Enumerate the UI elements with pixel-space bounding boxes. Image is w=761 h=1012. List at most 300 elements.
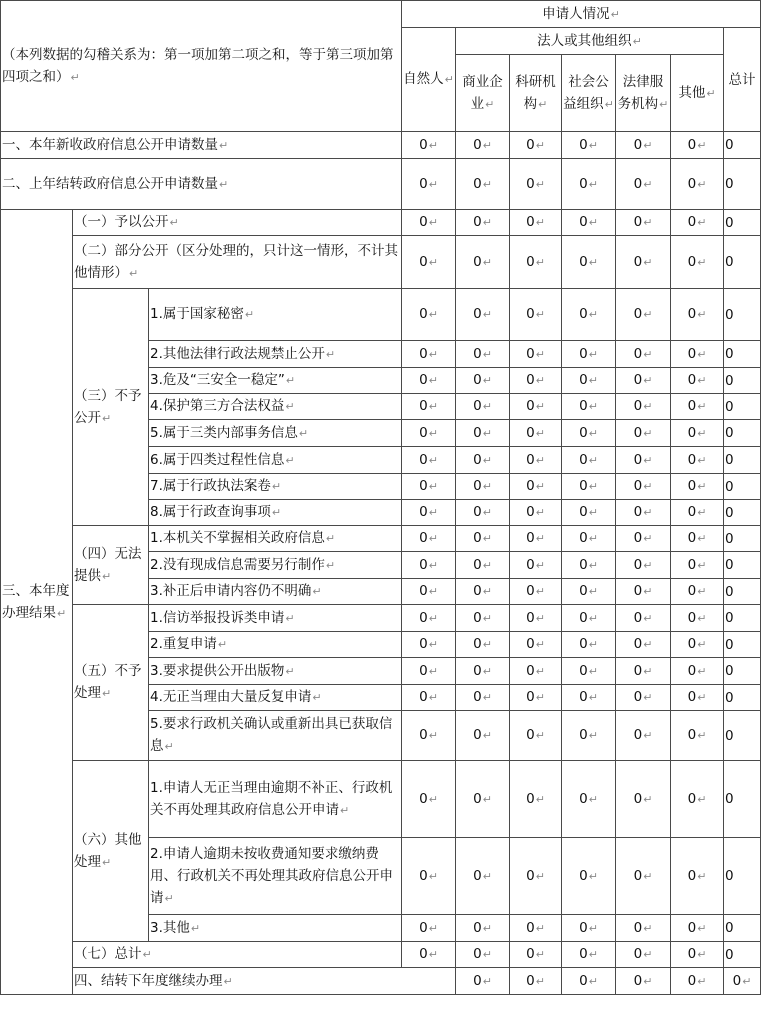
value-cell <box>510 526 562 552</box>
paragraph-mark-icon: ↵ <box>535 638 545 651</box>
value-cell-text: 0 <box>419 556 428 573</box>
paragraph-mark-icon: ↵ <box>697 506 707 519</box>
total-cell-text: 0 <box>725 920 734 936</box>
value-cell-text: 0 <box>526 689 535 705</box>
paragraph-mark-icon: ↵ <box>102 569 112 583</box>
value-cell-text: 0 <box>473 345 482 362</box>
value-cell <box>456 132 510 159</box>
paragraph-mark-icon: ↵ <box>697 948 707 961</box>
value-cell <box>616 685 671 711</box>
value-cell <box>510 447 562 474</box>
value-cell-text: 0 <box>419 253 428 270</box>
paragraph-mark-icon: ↵ <box>697 638 707 651</box>
paragraph-mark-icon: ↵ <box>428 216 438 229</box>
value-cell <box>671 210 724 236</box>
value-cell-text: 0 <box>579 727 588 743</box>
value-cell-text: 0 <box>687 790 697 807</box>
value-cell-text: 0 <box>687 136 697 153</box>
value-cell <box>510 341 562 368</box>
value-cell <box>562 579 616 605</box>
value-cell <box>616 420 671 447</box>
value-cell <box>456 761 510 838</box>
value-cell <box>402 289 456 341</box>
paragraph-mark-icon: ↵ <box>697 664 707 678</box>
paragraph-mark-icon: ↵ <box>535 611 545 625</box>
paragraph-mark-icon: ↵ <box>325 347 336 361</box>
item-label <box>149 394 402 420</box>
value-cell <box>402 658 456 685</box>
value-cell-text: 0 <box>687 478 697 494</box>
table-row <box>1 1 761 28</box>
org-header <box>562 55 616 132</box>
value-cell-text: 0 <box>579 372 588 388</box>
value-cell-text: 0 <box>526 727 535 743</box>
value-cell-text: 0 <box>579 345 588 362</box>
value-cell-text: 0 <box>526 253 535 270</box>
paragraph-mark-icon: ↵ <box>285 611 295 625</box>
total-cell-text: 0 <box>725 306 734 323</box>
paragraph-mark-icon: ↵ <box>697 400 707 413</box>
value-cell-text: 0 <box>633 727 643 743</box>
value-cell <box>402 132 456 159</box>
paragraph-mark-icon: ↵ <box>697 453 707 467</box>
item-label-text: 1.信访举报投诉类申请 <box>150 609 285 626</box>
value-cell <box>562 132 616 159</box>
section3-label-text: 三、本年度办理结果 <box>2 582 70 621</box>
value-cell <box>562 632 616 658</box>
paragraph-mark-icon: ↵ <box>643 453 653 467</box>
value-cell <box>671 915 724 942</box>
item-label-text: 3.补正后申请内容仍不明确 <box>150 583 312 599</box>
value-cell-text: 0 <box>526 175 535 192</box>
value-cell <box>456 236 510 289</box>
paragraph-mark-icon: ↵ <box>643 691 653 704</box>
paragraph-mark-icon: ↵ <box>428 948 438 961</box>
value-cell <box>671 420 724 447</box>
value-cell <box>456 341 510 368</box>
paragraph-mark-icon: ↵ <box>428 664 438 678</box>
paragraph-mark-icon: ↵ <box>604 97 614 111</box>
paragraph-mark-icon: ↵ <box>482 948 492 961</box>
paragraph-mark-icon: ↵ <box>428 138 438 152</box>
value-cell <box>562 761 616 838</box>
value-cell <box>510 159 562 210</box>
paragraph-mark-icon: ↵ <box>223 974 233 988</box>
value-cell-text: 0 <box>687 609 697 626</box>
paragraph-mark-icon: ↵ <box>428 869 438 883</box>
value-cell <box>671 236 724 289</box>
value-cell-text: 0 <box>687 689 697 705</box>
paragraph-mark-icon: ↵ <box>588 347 598 361</box>
paragraph-mark-icon: ↵ <box>643 255 653 269</box>
row-label <box>73 210 402 236</box>
paragraph-mark-icon: ↵ <box>643 664 653 678</box>
paragraph-mark-icon: ↵ <box>482 426 492 440</box>
paragraph-mark-icon: ↵ <box>643 585 653 598</box>
total-cell <box>724 942 761 968</box>
value-cell-text: 0 <box>473 972 482 989</box>
value-cell <box>456 968 510 995</box>
value-cell-text: 0 <box>579 636 588 652</box>
item-label-text: 3.危及“三安全一稳定” <box>150 372 285 388</box>
total-cell <box>724 500 761 526</box>
value-cell-text: 0 <box>633 790 643 807</box>
value-cell <box>616 579 671 605</box>
paragraph-mark-icon: ↵ <box>643 532 653 545</box>
org-header-text: 社会公益组织 <box>563 73 609 112</box>
paragraph-mark-icon: ↵ <box>102 411 112 425</box>
value-cell-text: 0 <box>473 636 482 652</box>
table-row <box>1 761 761 838</box>
value-cell <box>671 289 724 341</box>
value-cell <box>402 394 456 420</box>
paragraph-mark-icon: ↵ <box>535 480 545 493</box>
value-cell <box>456 658 510 685</box>
value-cell <box>562 942 616 968</box>
paragraph-mark-icon: ↵ <box>482 480 492 493</box>
value-cell <box>562 968 616 995</box>
value-cell <box>510 761 562 838</box>
paragraph-mark-icon: ↵ <box>482 255 492 269</box>
paragraph-mark-icon: ↵ <box>428 506 438 519</box>
value-cell <box>562 368 616 394</box>
value-cell-text: 0 <box>419 919 428 936</box>
legal-group-header <box>456 28 724 55</box>
total-cell-text: 0 <box>725 452 734 468</box>
paragraph-mark-icon: ↵ <box>169 216 179 229</box>
paragraph-mark-icon: ↵ <box>588 558 598 572</box>
paragraph-mark-icon: ↵ <box>697 347 707 361</box>
value-cell-text: 0 <box>687 727 697 743</box>
value-cell-text: 0 <box>526 609 535 626</box>
value-cell <box>671 500 724 526</box>
value-cell <box>671 579 724 605</box>
value-cell-text: 0 <box>419 372 428 388</box>
paragraph-mark-icon: ↵ <box>588 638 598 651</box>
total-cell <box>724 368 761 394</box>
value-cell <box>510 368 562 394</box>
paragraph-mark-icon: ↵ <box>482 506 492 519</box>
paragraph-mark-icon: ↵ <box>482 138 492 152</box>
value-cell-text: 0 <box>687 214 697 230</box>
value-cell <box>616 915 671 942</box>
total-cell <box>724 838 761 915</box>
value-cell-text: 0 <box>579 478 588 494</box>
row-label-text: （二）部分公开（区分处理的，只计这一情形，不计其他情形） <box>74 242 398 281</box>
paragraph-mark-icon: ↵ <box>428 792 438 806</box>
item-label <box>149 605 402 632</box>
paragraph-mark-icon: ↵ <box>428 691 438 704</box>
value-cell-text: 0 <box>526 451 535 468</box>
item-label-text: 2.申请人逾期未按收费通知要求缴纳费用、行政机关不再处理其政府信息公开申请 <box>150 845 393 906</box>
value-cell-text: 0 <box>633 504 643 520</box>
value-cell <box>402 474 456 500</box>
value-cell-text: 0 <box>633 946 643 962</box>
value-cell-text: 0 <box>579 972 588 989</box>
paragraph-mark-icon: ↵ <box>588 921 598 935</box>
value-cell <box>671 368 724 394</box>
value-cell-text: 0 <box>633 424 643 441</box>
paragraph-mark-icon: ↵ <box>535 974 545 988</box>
paragraph-mark-icon: ↵ <box>697 480 707 493</box>
value-cell <box>616 968 671 995</box>
value-cell <box>562 236 616 289</box>
table-row <box>1 132 761 159</box>
value-cell <box>402 552 456 579</box>
value-cell-text: 0 <box>473 790 482 807</box>
paragraph-mark-icon: ↵ <box>588 869 598 883</box>
total-cell <box>724 474 761 500</box>
paragraph-mark-icon: ↵ <box>643 138 653 152</box>
paragraph-mark-icon: ↵ <box>285 664 295 678</box>
paragraph-mark-icon: ↵ <box>535 138 545 152</box>
paragraph-mark-icon: ↵ <box>643 638 653 651</box>
value-cell <box>456 526 510 552</box>
paragraph-mark-icon: ↵ <box>588 792 598 806</box>
value-cell-text: 0 <box>473 253 482 270</box>
paragraph-mark-icon: ↵ <box>340 803 350 817</box>
paragraph-mark-icon: ↵ <box>588 585 598 598</box>
value-cell-text: 0 <box>687 372 697 388</box>
total-header-text: 总计 <box>728 71 756 88</box>
paragraph-mark-icon: ↵ <box>706 86 716 100</box>
item-label <box>149 474 402 500</box>
paragraph-mark-icon: ↵ <box>697 869 707 883</box>
value-cell-text: 0 <box>687 451 697 468</box>
paragraph-mark-icon: ↵ <box>535 400 545 413</box>
item-label <box>149 632 402 658</box>
total-cell-text: 0 <box>725 214 734 231</box>
paragraph-mark-icon: ↵ <box>428 585 438 598</box>
value-cell-text: 0 <box>633 609 643 626</box>
total-cell <box>724 394 761 420</box>
value-cell-text: 0 <box>526 972 535 989</box>
value-cell <box>562 447 616 474</box>
value-cell-text: 0 <box>473 662 482 679</box>
value-cell <box>456 579 510 605</box>
value-cell-text: 0 <box>473 136 482 153</box>
value-cell <box>671 942 724 968</box>
total-cell-text: 0 <box>725 137 734 153</box>
paragraph-mark-icon: ↵ <box>588 611 598 625</box>
value-cell-text: 0 <box>419 530 428 546</box>
value-cell <box>616 159 671 210</box>
value-cell <box>562 159 616 210</box>
paragraph-mark-icon: ↵ <box>482 729 492 742</box>
total-cell-text: 0 <box>725 425 734 441</box>
value-cell-text: 0 <box>419 306 428 322</box>
value-cell-text: 0 <box>473 530 482 546</box>
paragraph-mark-icon: ↵ <box>535 792 545 806</box>
value-cell-text: 0 <box>633 530 643 546</box>
total-cell <box>724 605 761 632</box>
paragraph-mark-icon: ↵ <box>588 177 598 191</box>
note-cell <box>1 1 402 132</box>
org-header-text: 其他 <box>678 84 706 101</box>
value-cell-text: 0 <box>473 689 482 705</box>
value-cell <box>724 968 761 995</box>
value-cell <box>562 289 616 341</box>
value-cell <box>562 605 616 632</box>
value-cell <box>456 711 510 761</box>
paragraph-mark-icon: ↵ <box>482 400 492 413</box>
value-cell <box>671 711 724 761</box>
value-cell-text: 0 <box>473 306 482 322</box>
row-label-text: 四、结转下年度继续办理 <box>74 972 223 989</box>
item-label-text: 8.属于行政查询事项 <box>150 504 271 520</box>
value-cell-text: 0 <box>633 636 643 652</box>
paragraph-mark-icon: ↵ <box>482 453 492 467</box>
total-cell-text: 0 <box>725 583 734 600</box>
paragraph-mark-icon: ↵ <box>588 480 598 493</box>
paragraph-mark-icon: ↵ <box>482 792 492 806</box>
paragraph-mark-icon: ↵ <box>190 921 201 935</box>
item-label <box>149 500 402 526</box>
total-cell <box>724 761 761 838</box>
value-cell <box>402 236 456 289</box>
value-cell-text: 0 <box>419 636 428 652</box>
paragraph-mark-icon: ↵ <box>643 347 653 361</box>
value-cell-text: 0 <box>526 214 535 230</box>
paragraph-mark-icon: ↵ <box>535 558 545 572</box>
value-cell-text: 0 <box>473 583 482 599</box>
paragraph-mark-icon: ↵ <box>482 347 492 361</box>
org-header-text: 科研机构 <box>515 73 556 112</box>
value-cell <box>562 394 616 420</box>
org-header <box>671 55 724 132</box>
total-cell <box>724 420 761 447</box>
paragraph-mark-icon: ↵ <box>70 70 80 84</box>
total-cell <box>724 632 761 658</box>
value-cell <box>456 474 510 500</box>
value-cell <box>456 605 510 632</box>
paragraph-mark-icon: ↵ <box>482 664 492 678</box>
paragraph-mark-icon: ↵ <box>643 948 653 961</box>
value-cell-text: 0 <box>526 790 535 807</box>
paragraph-mark-icon: ↵ <box>482 638 492 651</box>
value-cell <box>510 579 562 605</box>
item-label <box>149 368 402 394</box>
value-cell-text: 0 <box>473 727 482 743</box>
value-cell <box>402 579 456 605</box>
paragraph-mark-icon: ↵ <box>535 216 545 229</box>
value-cell <box>671 132 724 159</box>
group-label <box>73 761 149 942</box>
value-cell <box>402 942 456 968</box>
value-cell <box>562 552 616 579</box>
total-cell <box>724 552 761 579</box>
value-cell-text: 0 <box>579 398 588 414</box>
value-cell <box>456 420 510 447</box>
total-cell-text: 0 <box>725 372 734 389</box>
value-cell-text: 0 <box>419 345 428 362</box>
value-cell-text: 0 <box>579 214 588 230</box>
value-cell <box>616 447 671 474</box>
value-cell-text: 0 <box>687 345 697 362</box>
value-cell <box>510 236 562 289</box>
paragraph-mark-icon: ↵ <box>102 687 112 700</box>
value-cell <box>456 942 510 968</box>
paragraph-mark-icon: ↵ <box>482 308 492 321</box>
value-cell-text: 0 <box>419 136 428 153</box>
value-cell-text: 0 <box>526 504 535 520</box>
value-cell <box>510 605 562 632</box>
paragraph-mark-icon: ↵ <box>482 216 492 229</box>
value-cell <box>510 942 562 968</box>
value-cell-text: 0 <box>473 424 482 441</box>
item-label <box>149 420 402 447</box>
value-cell-text: 0 <box>687 175 697 192</box>
paragraph-mark-icon: ↵ <box>697 138 707 152</box>
item-label <box>149 915 402 942</box>
value-cell-text: 0 <box>579 253 588 270</box>
value-cell <box>510 500 562 526</box>
value-cell <box>510 711 562 761</box>
value-cell <box>402 605 456 632</box>
value-cell <box>562 838 616 915</box>
value-cell-text: 0 <box>579 609 588 626</box>
paragraph-mark-icon: ↵ <box>535 177 545 191</box>
value-cell-text: 0 <box>687 946 697 962</box>
row-label <box>73 236 402 289</box>
value-cell-text: 0 <box>526 424 535 441</box>
value-cell-text: 0 <box>526 136 535 153</box>
org-header-text: 商业企业 <box>462 73 503 112</box>
paragraph-mark-icon: ↵ <box>697 729 707 742</box>
row-label-text: 一、本年新收政府信息公开申请数量 <box>2 136 218 153</box>
paragraph-mark-icon: ↵ <box>588 691 598 704</box>
value-cell <box>616 838 671 915</box>
paragraph-mark-icon: ↵ <box>312 585 322 598</box>
paragraph-mark-icon: ↵ <box>643 921 653 935</box>
table-row <box>1 968 761 995</box>
value-cell <box>562 474 616 500</box>
value-cell <box>456 159 510 210</box>
value-cell <box>671 159 724 210</box>
value-cell-text: 0 <box>687 424 697 441</box>
paragraph-mark-icon: ↵ <box>428 255 438 269</box>
item-label <box>149 579 402 605</box>
value-cell <box>402 500 456 526</box>
paragraph-mark-icon: ↵ <box>428 638 438 651</box>
value-cell-text: 0 <box>419 946 428 962</box>
group-label <box>73 605 149 761</box>
value-cell <box>402 159 456 210</box>
value-cell <box>510 474 562 500</box>
paragraph-mark-icon: ↵ <box>428 374 438 387</box>
value-cell <box>402 632 456 658</box>
total-cell-text: 0 <box>725 663 734 679</box>
total-cell <box>724 526 761 552</box>
total-cell-text: 0 <box>725 254 734 270</box>
total-cell <box>724 159 761 210</box>
value-cell <box>616 394 671 420</box>
paragraph-mark-icon: ↵ <box>643 480 653 493</box>
paragraph-mark-icon: ↵ <box>444 73 454 86</box>
value-cell-text: 0 <box>419 662 428 679</box>
value-cell <box>510 210 562 236</box>
value-cell <box>456 685 510 711</box>
group-label <box>73 526 149 605</box>
paragraph-mark-icon: ↵ <box>164 891 174 905</box>
paragraph-mark-icon: ↵ <box>428 347 438 361</box>
value-cell-text: 0 <box>473 214 482 230</box>
value-cell <box>616 368 671 394</box>
value-cell <box>671 394 724 420</box>
paragraph-mark-icon: ↵ <box>697 308 707 321</box>
value-cell-text: 0 <box>579 867 588 884</box>
value-cell <box>562 500 616 526</box>
